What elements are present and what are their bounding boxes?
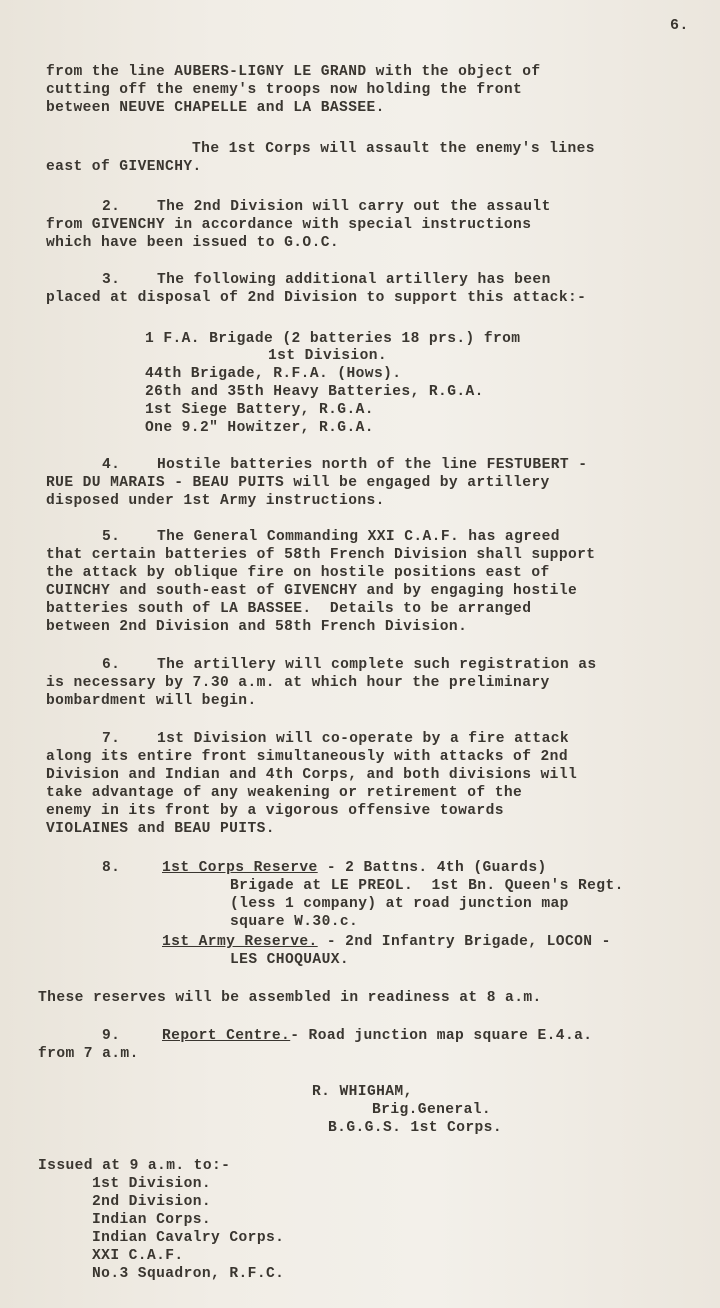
- para9-line: from 7 a.m.: [38, 1046, 139, 1062]
- artillery-item: 1st Siege Battery, R.G.A.: [145, 402, 374, 418]
- corps-reserve-line: (less 1 company) at road junction map: [230, 896, 569, 912]
- army-reserve-line: LES CHOQUAUX.: [230, 952, 350, 968]
- para5-line: the attack by oblique fire on hostile positions east of: [46, 565, 550, 581]
- report-centre-label: Report Centre.: [162, 1028, 291, 1044]
- para7-line: along its entire front simultaneously with attacks of 2nd: [46, 749, 568, 765]
- signature-title: B.G.G.S. 1st Corps.: [328, 1120, 502, 1136]
- para4-line: disposed under 1st Army instructions.: [46, 493, 385, 509]
- para7-line: Division and Indian and 4th Corps, and both divisions will: [46, 767, 578, 783]
- para6-line: is necessary by 7.30 a.m. at which hour the preliminary: [46, 675, 550, 691]
- para6-line: 6. The artillery will complete such registration as: [102, 657, 597, 673]
- corps-line: The 1st Corps will assault the enemy's lines: [192, 141, 595, 157]
- artillery-item: 1 F.A. Brigade (2 batteries 18 prs.) from: [145, 331, 521, 347]
- para5-line: that certain batteries of 58th French Division shall support: [46, 547, 596, 563]
- para6-line: bombardment will begin.: [46, 693, 257, 709]
- report-centre-line: [162, 1028, 592, 1044]
- para9-number: 9.: [102, 1028, 121, 1044]
- recipient: Indian Cavalry Corps.: [92, 1230, 285, 1246]
- reserves-note: These reserves will be assembled in readiness at 8 a.m.: [38, 990, 542, 1006]
- page-number: 6.: [670, 17, 689, 34]
- corps-reserve-line: [162, 860, 547, 876]
- para7-line: 7. 1st Division will co-operate by a fire attack: [102, 731, 570, 747]
- artillery-item: 26th and 35th Heavy Batteries, R.G.A.: [145, 384, 484, 400]
- para4-line: 4. Hostile batteries north of the line FESTUBERT -: [102, 457, 588, 473]
- para7-line: take advantage of any weakening or retirement of the: [46, 785, 523, 801]
- intro-line: cutting off the enemy's troops now holding the front: [46, 82, 523, 98]
- recipient: 1st Division.: [92, 1176, 212, 1192]
- corps-reserve-label: 1st Corps Reserve: [162, 860, 318, 876]
- para5-line: 5. The General Commanding XXI C.A.F. has agreed: [102, 529, 560, 545]
- army-reserve-line: [162, 934, 611, 950]
- signature-name: R. WHIGHAM,: [312, 1084, 413, 1100]
- para8-number: 8.: [102, 860, 121, 876]
- para2-line: 2. The 2nd Division will carry out the assault: [102, 199, 551, 215]
- corps-line: east of GIVENCHY.: [46, 159, 202, 175]
- para7-line: VIOLAINES and BEAU PUITS.: [46, 821, 275, 837]
- recipient: Indian Corps.: [92, 1212, 212, 1228]
- para2-line: which have been issued to G.O.C.: [46, 235, 340, 251]
- para5-line: batteries south of LA BASSEE. Details to be arranged: [46, 601, 532, 617]
- para3-line: 3. The following additional artillery has been: [102, 272, 551, 288]
- para5-line: between 2nd Division and 58th French Division.: [46, 619, 468, 635]
- intro-line: between NEUVE CHAPELLE and LA BASSEE.: [46, 100, 385, 116]
- corps-reserve-line: square W.30.c.: [230, 914, 359, 930]
- artillery-item: One 9.2" Howitzer, R.G.A.: [145, 420, 374, 436]
- report-centre-text: - Road junction map square E.4.a.: [290, 1028, 593, 1044]
- recipient: No.3 Squadron, R.F.C.: [92, 1266, 285, 1282]
- signature-rank: Brig.General.: [372, 1102, 492, 1118]
- para7-line: enemy in its front by a vigorous offensive towards: [46, 803, 504, 819]
- corps-reserve-text: - 2 Battns. 4th (Guards): [317, 860, 547, 876]
- recipient: 2nd Division.: [92, 1194, 212, 1210]
- intro-line: from the line AUBERS-LIGNY LE GRAND with the object of: [46, 64, 541, 80]
- army-reserve-label: 1st Army Reserve.: [162, 934, 318, 950]
- para5-line: CUINCHY and south-east of GIVENCHY and by engaging hostile: [46, 583, 578, 599]
- issued-heading: Issued at 9 a.m. to:-: [38, 1158, 231, 1174]
- para4-line: RUE DU MARAIS - BEAU PUITS will be engaged by artillery: [46, 475, 550, 491]
- artillery-item: 1st Division.: [268, 348, 388, 364]
- artillery-item: 44th Brigade, R.F.A. (Hows).: [145, 366, 402, 382]
- para3-line: placed at disposal of 2nd Division to support this attack:-: [46, 290, 587, 306]
- para2-line: from GIVENCHY in accordance with special instructions: [46, 217, 532, 233]
- corps-reserve-line: Brigade at LE PREOL. 1st Bn. Queen's Regt.: [230, 878, 624, 894]
- army-reserve-text: - 2nd Infantry Brigade, LOCON -: [317, 934, 611, 950]
- recipient: XXI C.A.F.: [92, 1248, 184, 1264]
